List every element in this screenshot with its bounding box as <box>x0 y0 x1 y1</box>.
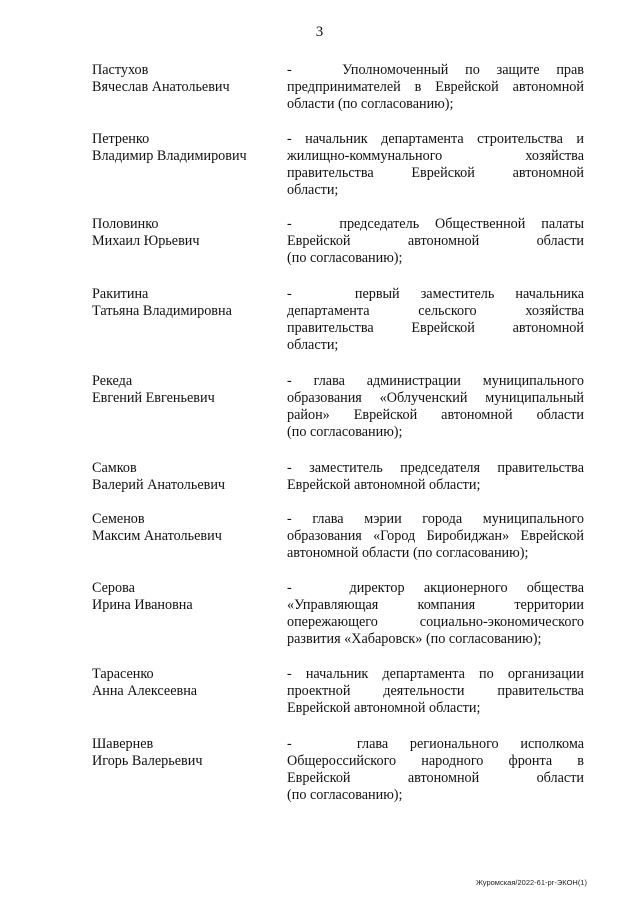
member-given-names: Вячеслав Анатольевич <box>92 79 230 95</box>
member-role <box>287 286 584 354</box>
member-name <box>92 286 277 320</box>
member-role <box>287 216 584 267</box>
role-line: области; <box>287 182 339 198</box>
role-line: Еврейской автономной области <box>287 233 584 249</box>
member-given-names: Максим Анатольевич <box>92 528 222 544</box>
member-given-names: Игорь Валерьевич <box>92 753 203 769</box>
member-role <box>287 131 584 199</box>
member-surname: Семенов <box>92 511 145 527</box>
member-name <box>92 736 277 770</box>
role-line: предпринимателей в Еврейской автономной <box>287 79 584 95</box>
role-line: - глава мэрии города муниципального <box>287 511 584 527</box>
role-line: - председатель Общественной палаты <box>287 216 584 232</box>
role-line: (по согласованию); <box>287 250 403 266</box>
role-line: области (по согласованию); <box>287 96 454 112</box>
member-surname: Тарасенко <box>92 666 154 682</box>
role-line: - заместитель председателя правительства <box>287 460 584 476</box>
member-surname: Рекеда <box>92 373 133 389</box>
member-name <box>92 666 277 700</box>
role-line: - начальник департамента строительства и <box>287 131 584 147</box>
member-surname: Шавернев <box>92 736 154 752</box>
member-surname: Самков <box>92 460 137 476</box>
member-role <box>287 736 584 804</box>
role-line: области; <box>287 337 339 353</box>
member-name <box>92 580 277 614</box>
role-line: образования «Облученский муниципальный <box>287 390 584 406</box>
member-surname: Пастухов <box>92 62 149 78</box>
member-given-names: Валерий Анатольевич <box>92 477 226 493</box>
role-line: опережающего социально-экономического <box>287 614 584 630</box>
role-line: - глава администрации муниципального <box>287 373 584 389</box>
member-name <box>92 373 277 407</box>
member-surname: Половинко <box>92 216 159 232</box>
role-line: - начальник департамента по организации <box>287 666 584 682</box>
role-line: «Управляющая компания территории <box>287 597 584 613</box>
role-line: правительства Еврейской автономной <box>287 320 584 336</box>
member-role <box>287 373 584 441</box>
role-line: (по согласованию); <box>287 424 403 440</box>
role-line: жилищно-коммунального хозяйства <box>287 148 584 164</box>
role-line: - первый заместитель начальника <box>287 286 584 302</box>
role-line: - директор акционерного общества <box>287 580 584 596</box>
page-number: 3 <box>315 24 324 40</box>
document-reference: Журомская/2022-61-рг-ЭКОН(1) <box>475 878 587 887</box>
member-role <box>287 460 584 494</box>
member-name <box>92 216 277 250</box>
member-name <box>92 460 277 494</box>
member-surname: Серова <box>92 580 135 596</box>
member-given-names: Анна Алексеевна <box>92 683 198 699</box>
member-role <box>287 62 584 113</box>
member-given-names: Владимир Владимирович <box>92 148 247 164</box>
member-name <box>92 131 277 165</box>
member-surname: Петренко <box>92 131 150 147</box>
role-line: Еврейской автономной области; <box>287 700 481 716</box>
role-line: департамента сельского хозяйства <box>287 303 584 319</box>
member-name <box>92 62 277 96</box>
member-given-names: Татьяна Владимировна <box>92 303 232 319</box>
role-line: район» Еврейской автономной области <box>287 407 584 423</box>
role-line: проектной деятельности правительства <box>287 683 584 699</box>
role-line: - Уполномоченный по защите прав <box>287 62 584 78</box>
member-given-names: Ирина Ивановна <box>92 597 193 613</box>
role-line: (по согласованию); <box>287 787 403 803</box>
role-line: развития «Хабаровск» (по согласованию); <box>287 631 542 647</box>
member-given-names: Евгений Евгеньевич <box>92 390 215 406</box>
member-given-names: Михаил Юрьевич <box>92 233 200 249</box>
role-line: - глава регионального исполкома <box>287 736 584 752</box>
role-line: Еврейской автономной области <box>287 770 584 786</box>
member-role <box>287 666 584 717</box>
role-line: Еврейской автономной области; <box>287 477 481 493</box>
role-line: образования «Город Биробиджан» Еврейской <box>287 528 584 544</box>
member-surname: Ракитина <box>92 286 149 302</box>
role-line: автономной области (по согласованию); <box>287 545 529 561</box>
member-role <box>287 511 584 562</box>
role-line: Общероссийского народного фронта в <box>287 753 584 769</box>
member-name <box>92 511 277 545</box>
member-role <box>287 580 584 648</box>
role-line: правительства Еврейской автономной <box>287 165 584 181</box>
